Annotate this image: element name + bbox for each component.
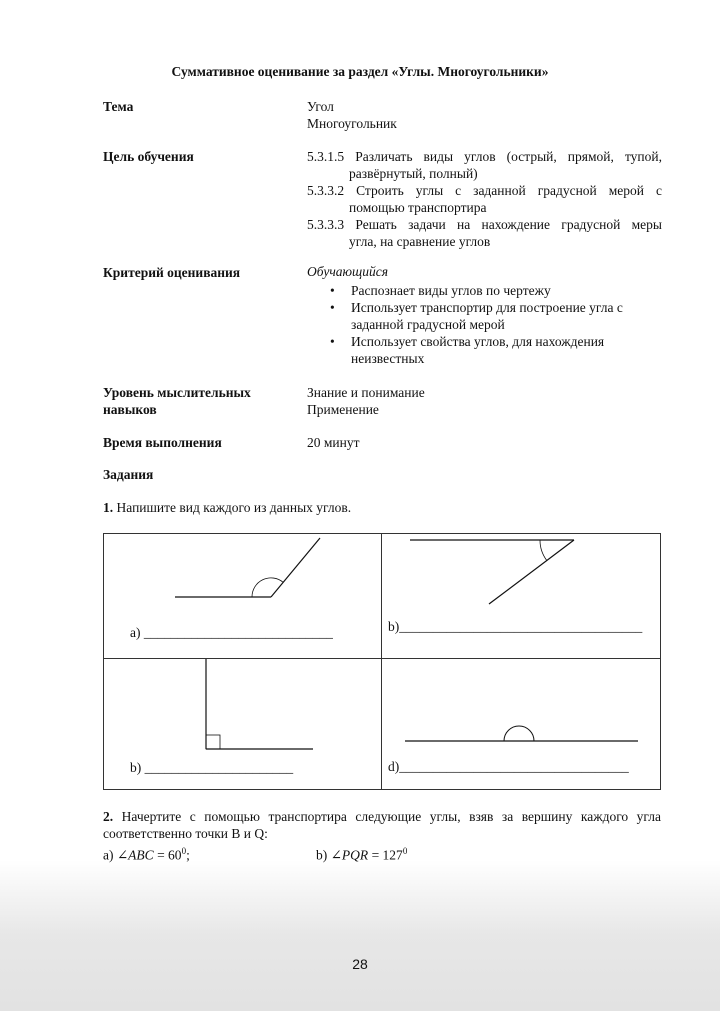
bullet-text: Распознает виды углов по чертежу [351,283,551,298]
skills-value-2: Применение [307,402,379,417]
topic-value-1: Угол [307,99,334,114]
task-2-line-2: соответственно точки B и Q: [103,826,268,841]
bullet-text: Использует транспортир для построение угла с заданной градусной мерой [351,300,623,332]
objective-1-cont: развёрнутый, полный) [349,166,478,181]
topic-label: Тема [103,99,134,114]
objective-2-cont: помощью транспортира [349,200,487,215]
time-value: 20 минут [307,435,360,450]
bullet-text: Использует свойства углов, для нахождения неизвестных [351,334,605,366]
formula-a-degree: 0 [181,846,187,856]
formula-b [316,846,407,864]
obtuse-angle-figure [175,538,320,597]
formula-a-suffix: ; [186,847,190,863]
skills-label-1: Уровень мыслительных [103,385,251,400]
answer-b-top[interactable]: b)____________________________________ [388,619,643,634]
right-angle-figure [206,659,313,749]
topic-value-2: Многоугольник [307,116,397,131]
formula-a-prefix: а) [103,847,114,863]
acute-angle-figure [410,540,574,604]
formula-b-angle: ∠PQR [330,847,369,863]
formula-b-degree: 0 [402,846,408,856]
objective-3: 5.3.3.3 Решать задачи на нахождение градусной меры [307,217,662,232]
objectives-label: Цель обучения [103,149,194,164]
objective-2: 5.3.3.2 Строить углы с заданной градусной мерой с [307,183,662,198]
skills-value-1: Знание и понимание [307,385,425,400]
tasks-heading: Задания [103,467,154,482]
bullet-icon: • [330,334,335,349]
criteria-head: Обучающийся [307,264,389,279]
task-2-number: 2. [103,809,114,824]
answer-b-bottom[interactable]: b) ______________________ [130,760,294,775]
bullet-icon: • [330,283,335,298]
formula-a-value: = 60 [157,847,182,863]
skills-label-2: навыков [103,402,157,417]
time-label: Время выполнения [103,435,222,450]
task-1-text: Напишите вид каждого из данных углов. [116,500,352,515]
formula-b-value: = 127 [371,847,403,863]
objective-3-cont: угла, на сравнение углов [349,234,491,249]
answer-d[interactable]: d)__________________________________ [388,759,629,774]
task-2-line-1: Начертите с помощью транспортира следующие углы, взяв за вершину каждого угла [121,809,662,824]
page-title: Суммативное оценивание за раздел «Углы. Многоугольники» [171,64,549,79]
objective-1: 5.3.1.5 Различать виды углов (острый, прямой, тупой, [307,149,662,164]
criteria-label: Критерий оценивания [103,265,241,280]
formula-a [103,846,190,864]
page-number: 28 [352,956,368,972]
formula-b-prefix: b) [316,847,328,863]
answer-a[interactable]: а) ____________________________ [130,625,333,640]
formula-a-angle: ∠ABC [116,847,154,863]
straight-angle-figure [405,726,638,741]
bullet-icon: • [330,300,335,315]
task-2 [103,808,661,842]
task-1-number: 1. [103,500,114,515]
